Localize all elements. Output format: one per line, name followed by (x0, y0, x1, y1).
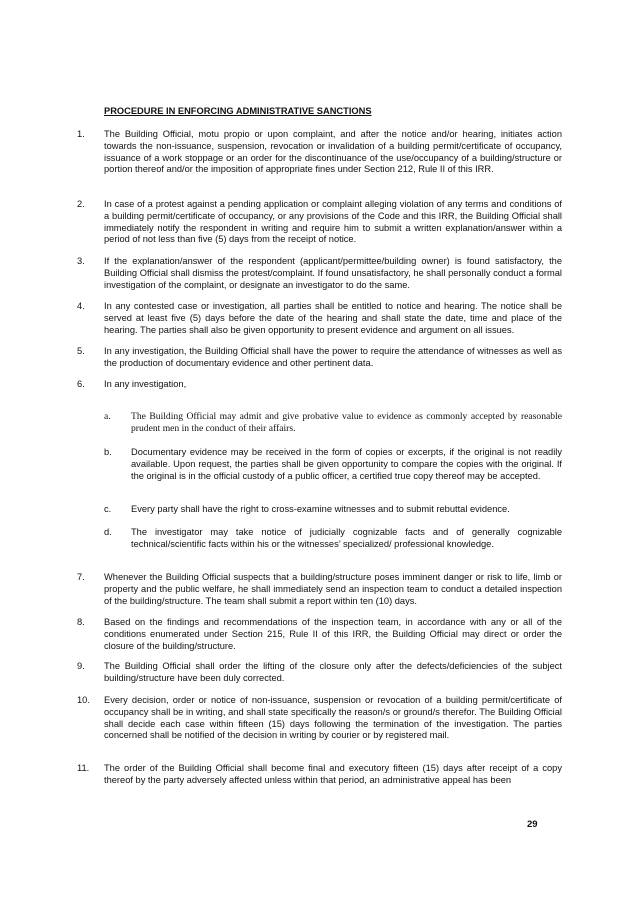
item-number: 4. (77, 301, 85, 311)
item-number: 9. (77, 661, 85, 671)
item-number: 11. (77, 763, 90, 773)
sub-item-text: Documentary evidence may be received in the form of copies or excerpts, if the original is not readily available. Upon request, the parties shall be given opportunity to compare the copies with the original. If the original is in the official custody of a public officer, a certified true copy thereof may be accepted. (131, 447, 562, 481)
item-number: 7. (77, 572, 85, 582)
item-text: In case of a protest against a pending application or complaint alleging violation of any terms and conditions of a building permit/certificate of occupancy, or any provisions of the Code and this IRR, the Building Official shall immediately notify the respondent in writing and require him to submit a written explanation/answer within a period of not less than five (5) days from the receipt of notice. (104, 199, 562, 245)
item-text: Whenever the Building Official suspects that a building/structure poses imminent danger or risk to life, limb or property and the public welfare, he shall immediately send an inspection team to conduct a detailed inspection of the building/structure. The team shall submit a report within ten (10) days. (104, 572, 562, 606)
list-item (77, 199, 562, 246)
list-item (77, 346, 562, 370)
sub-item-text: The Building Official may admit and give probative value to evidence as commonly accepted by reasonable prudent men in the conduct of their affairs. (131, 411, 562, 434)
item-text: In any investigation, (104, 379, 187, 389)
list-item (77, 301, 562, 336)
list-item (77, 763, 562, 787)
item-number: 8. (77, 617, 85, 627)
sub-item-text: Every party shall have the right to cross-examine witnesses and to submit rebuttal evidence. (131, 504, 510, 514)
item-number: 5. (77, 346, 85, 356)
list-item (77, 695, 562, 742)
sub-item-letter: d. (104, 527, 112, 537)
page-number: 29 (527, 819, 538, 830)
item-number: 2. (77, 199, 85, 209)
list-item (77, 379, 562, 391)
item-text: The Building Official shall order the lifting of the closure only after the defects/deficiencies of the subject building/structure have been duly corrected. (104, 661, 562, 683)
item-number: 1. (77, 129, 85, 139)
sub-item-letter: c. (104, 504, 112, 514)
sub-list-item (104, 447, 562, 482)
list-item (77, 256, 562, 291)
sub-item-letter: b. (104, 447, 112, 457)
item-text: In any contested case or investigation, all parties shall be entitled to notice and hearing. The notice shall be served at least five (5) days before the date of the hearing and shall state the date, time and place of the hearing. The parties shall also be given opportunity to present evidence and argument on all issues. (104, 301, 562, 335)
list-item (77, 617, 562, 652)
sub-list-item (104, 527, 562, 551)
item-number: 6. (77, 379, 85, 389)
item-text: If the explanation/answer of the respondent (applicant/permittee/building owner) is found satisfactory, the Building Official shall dismiss the protest/complaint. If found unsatisfactory, he shall personally conduct a formal investigation of the complaint, or designate an investigator to do the same. (104, 256, 562, 290)
item-text: The Building Official, motu propio or upon complaint, and after the notice and/or hearing, initiates action towards the non-issuance, suspension, revocation or invalidation of a building permit/certificate of occupancy, issuance of a work stoppage or an order for the discontinuance of the use/occupancy of a building/structure or portion thereof and/or the imposition of appropriate fines under Section 212, Rule II of this IRR. (104, 129, 562, 175)
list-item (77, 661, 562, 685)
item-text: Based on the findings and recommendations of the inspection team, in accordance with any or all of the conditions enumerated under Section 215, Rule II of this IRR, the Building Official may direct or order the closure of the building/structure. (104, 617, 562, 651)
item-text: The order of the Building Official shall become final and executory fifteen (15) days after receipt of a copy thereof by the party adversely affected unless within that period, an administrative appeal has been (104, 763, 562, 785)
item-number: 10. (77, 695, 90, 705)
sub-list-item (104, 504, 562, 516)
list-item (77, 572, 562, 607)
sub-list-item (104, 411, 562, 435)
item-text: In any investigation, the Building Official shall have the power to require the attendance of witnesses as well as the production of documentary evidence and other pertinent data. (104, 346, 562, 368)
document-title: PROCEDURE IN ENFORCING ADMINISTRATIVE SANCTIONS (104, 106, 372, 116)
sub-item-letter: a. (104, 411, 111, 422)
item-number: 3. (77, 256, 85, 266)
item-text: Every decision, order or notice of non-issuance, suspension or revocation of a building permit/certificate of occupancy shall be in writing, and shall state specifically the reason/s or ground/s therefor. The Building Official shall decide each case within fifteen (15) days following the termination of the investigation. The parties concerned shall be notified of the decision in writing by courier or by registered mail. (104, 695, 562, 741)
list-item (77, 129, 562, 176)
sub-item-text: The investigator may take notice of judicially cognizable facts and of generally cognizable technical/scientific facts within his or the witnesses’ specialized/ professional knowledge. (131, 527, 562, 549)
